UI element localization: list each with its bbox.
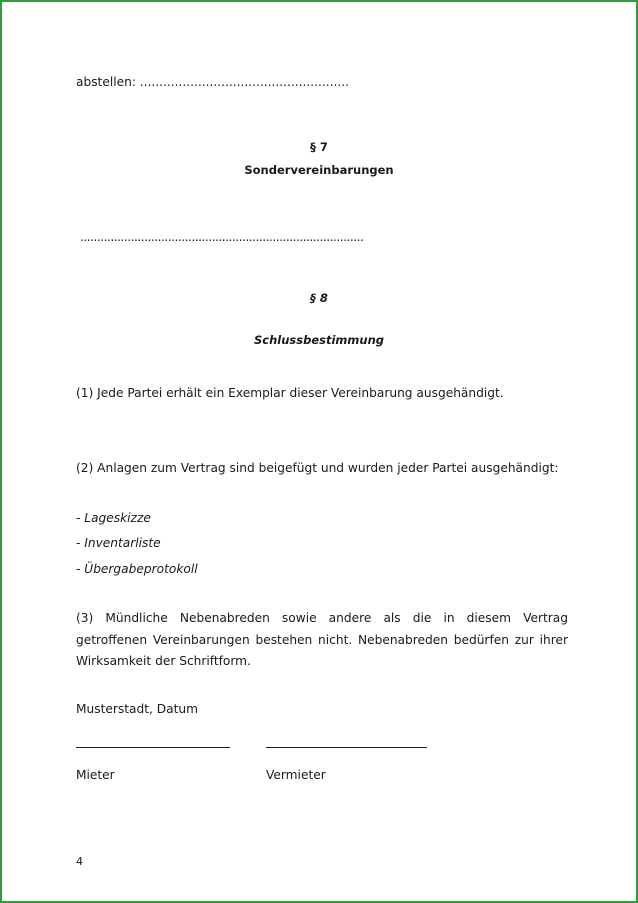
page-number: 4 <box>76 855 83 868</box>
place-date: Musterstadt, Datum <box>76 702 198 716</box>
signature-line-landlord <box>266 747 427 748</box>
dotted-fill-line: .................................................................................... <box>80 230 364 244</box>
section-7-title: Sondervereinbarungen <box>244 163 394 177</box>
signature-label-tenant: Mieter <box>76 768 115 782</box>
signature-line-tenant <box>76 747 230 748</box>
section-8-title: Schlussbestimmung <box>254 333 384 347</box>
attachment-item: - Lageskizze <box>76 511 151 525</box>
section-8-number: § 8 <box>310 291 328 305</box>
attachment-item: - Übergabeprotokoll <box>76 562 198 576</box>
signature-label-landlord: Vermieter <box>266 768 326 782</box>
paragraph-2: (2) Anlagen zum Vertrag sind beigefügt und wurden jeder Partei ausgehändigt: <box>76 461 559 475</box>
paragraph-3: (3) Mündliche Nebenabreden sowie andere als die in diesem Vertrag getroffenen Vereinbarungen bestehen nicht. Nebenabreden bedürfen zur ihrer Wirksamkeit der Schriftform. <box>76 611 568 668</box>
paragraph-1: (1) Jede Partei erhält ein Exemplar dieser Vereinbarung ausgehändigt. <box>76 386 504 400</box>
attachment-item: - Inventarliste <box>76 536 161 550</box>
abstellen-line: abstellen: ...................................................... <box>76 75 350 89</box>
section-7-number: § 7 <box>310 140 328 154</box>
